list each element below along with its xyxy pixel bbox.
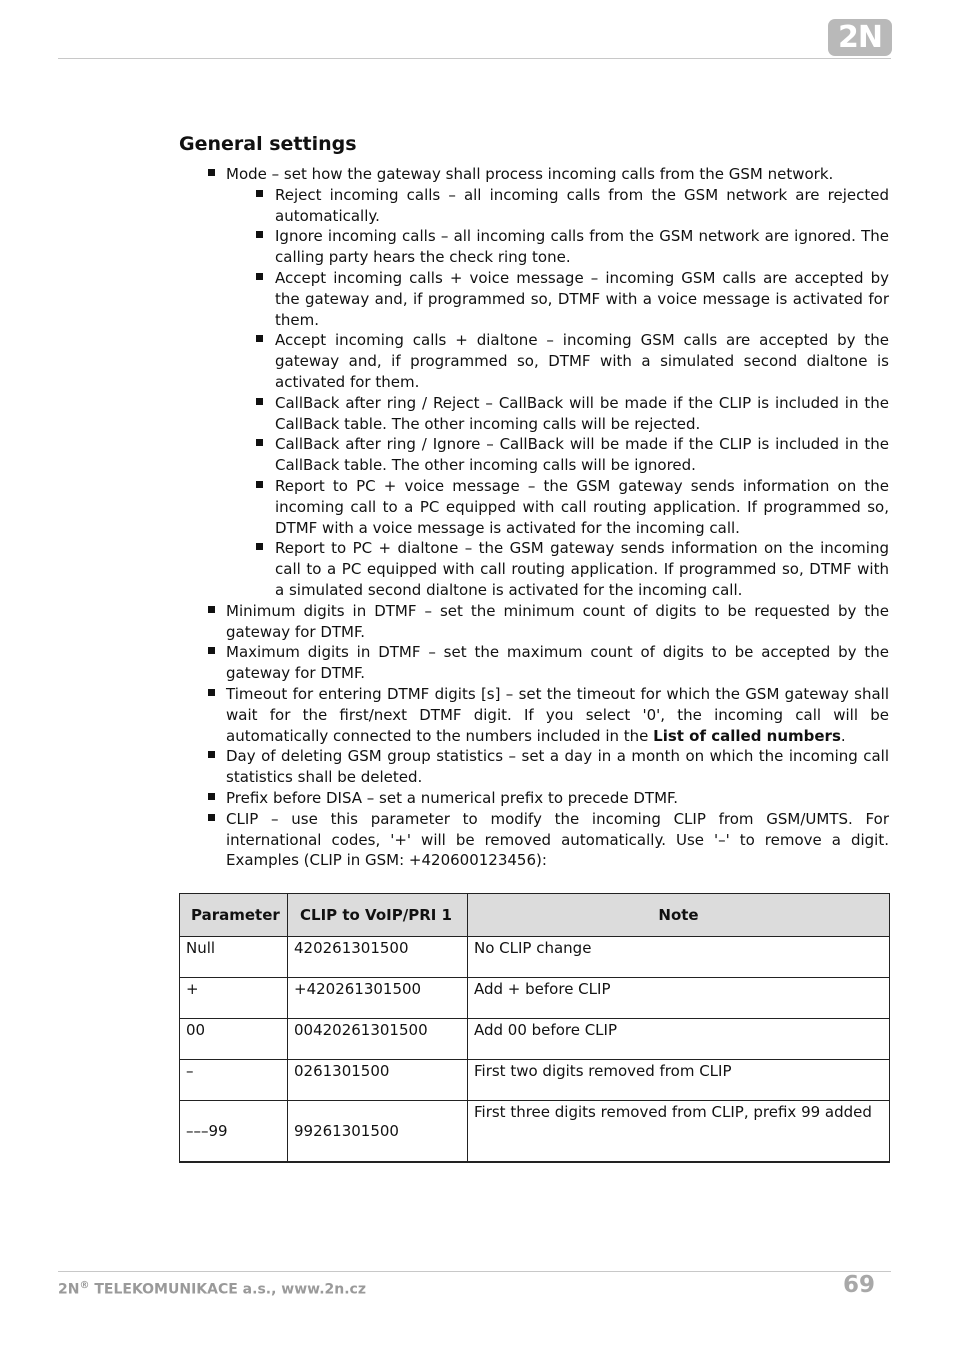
cell-parameter: –––99 [180, 1101, 288, 1163]
cell-note: No CLIP change [468, 937, 890, 978]
clip-examples-table [179, 893, 890, 1163]
mode-option: Ignore incoming calls – all incoming calls from the GSM network are ignored. The calling party hears the check ring tone. [226, 226, 889, 268]
table-row [180, 1101, 890, 1163]
timeout-text: Timeout for entering DTMF digits [s] – set the timeout for which the GSM gateway shall wait for the first/next DTMF digit. If you select '0', the incoming call will be automatically connected to the numbers included in the [226, 684, 889, 745]
mode-option: Reject incoming calls – all incoming calls from the GSM network are rejected automatically. [226, 185, 889, 227]
main-content [179, 132, 889, 1163]
footer-divider [58, 1271, 891, 1272]
cell-note: Add + before CLIP [468, 978, 890, 1019]
mode-option: Report to PC + dialtone – the GSM gateway sends information on the incoming call to a PC equipped with call routing application. If programmed so, DTMF with a simulated second dialtone is activated for the incoming call. [226, 538, 889, 600]
cell-note: Add 00 before CLIP [468, 1019, 890, 1060]
mode-option: Report to PC + voice message – the GSM gateway sends information on the incoming call to a PC equipped with call routing application. If programmed so, DTMF with a voice message is activated for the incoming call. [226, 476, 889, 538]
page-number: 69 [843, 1272, 876, 1298]
table-row [180, 1019, 890, 1060]
table-header-row [180, 894, 890, 937]
cell-parameter: – [180, 1060, 288, 1101]
brand-logo: 2N [828, 19, 892, 56]
cell-note: First three digits removed from CLIP, prefix 99 added [468, 1101, 890, 1163]
mode-options-list [179, 185, 889, 601]
list-of-called-numbers-ref: List of called numbers [653, 726, 841, 745]
cell-parameter: 00 [180, 1019, 288, 1060]
mode-option: CallBack after ring / Reject – CallBack will be made if the CLIP is included in the CallBack table. The other incoming calls will be rejected. [226, 393, 889, 435]
cell-clip: +420261301500 [288, 978, 468, 1019]
list-item-mode [179, 164, 889, 601]
section-title: General settings [179, 133, 357, 155]
header-note: Note [468, 894, 890, 937]
footer-company [58, 1280, 366, 1298]
list-item-min-digits: Minimum digits in DTMF – set the minimum count of digits to be requested by the gateway for DTMF. [179, 601, 889, 643]
cell-clip: 00420261301500 [288, 1019, 468, 1060]
cell-clip: 0261301500 [288, 1060, 468, 1101]
cell-clip: 99261301500 [288, 1101, 468, 1163]
mode-option: CallBack after ring / Ignore – CallBack will be made if the CLIP is included in the CallBack table. The other incoming calls will be ignored. [226, 434, 889, 476]
list-item-timeout [179, 684, 889, 746]
list-item-day-deleting: Day of deleting GSM group statistics – set a day in a month on which the incoming call statistics shall be deleted. [179, 746, 889, 788]
table-row [180, 1060, 890, 1101]
footer-company-text: TELEKOMUNIKACE a.s., www.2n.cz [89, 1281, 366, 1298]
header-divider [58, 58, 891, 59]
mode-option: Accept incoming calls + voice message – incoming GSM calls are accepted by the gateway and, if programmed so, DTMF with a voice message is activated for them. [226, 268, 889, 330]
table-row [180, 937, 890, 978]
footer-brand: 2N [58, 1281, 80, 1298]
list-item-clip: CLIP – use this parameter to modify the incoming CLIP from GSM/UMTS. For international codes, '+' will be removed automatically. Use '–' to remove a digit. Examples (CLIP in GSM: +420600123456): [179, 809, 889, 871]
mode-option: Accept incoming calls + dialtone – incoming GSM calls are accepted by the gateway and, if programmed so, DTMF with a simulated second dialtone is activated for them. [226, 330, 889, 392]
cell-parameter: Null [180, 937, 288, 978]
cell-clip: 420261301500 [288, 937, 468, 978]
registered-mark: ® [79, 1280, 90, 1291]
cell-parameter: + [180, 978, 288, 1019]
cell-note: First two digits removed from CLIP [468, 1060, 890, 1101]
header-clip-to-voip: CLIP to VoIP/PRI 1 [288, 894, 468, 937]
list-item-prefix-disa: Prefix before DISA – set a numerical prefix to precede DTMF. [179, 788, 889, 809]
mode-text: Mode – set how the gateway shall process incoming calls from the GSM network. [226, 165, 834, 183]
timeout-end: . [840, 726, 846, 745]
list-item-max-digits: Maximum digits in DTMF – set the maximum count of digits to be accepted by the gateway for DTMF. [179, 642, 889, 684]
settings-list [179, 164, 889, 871]
table-row [180, 978, 890, 1019]
header-parameter: Parameter [180, 894, 288, 937]
